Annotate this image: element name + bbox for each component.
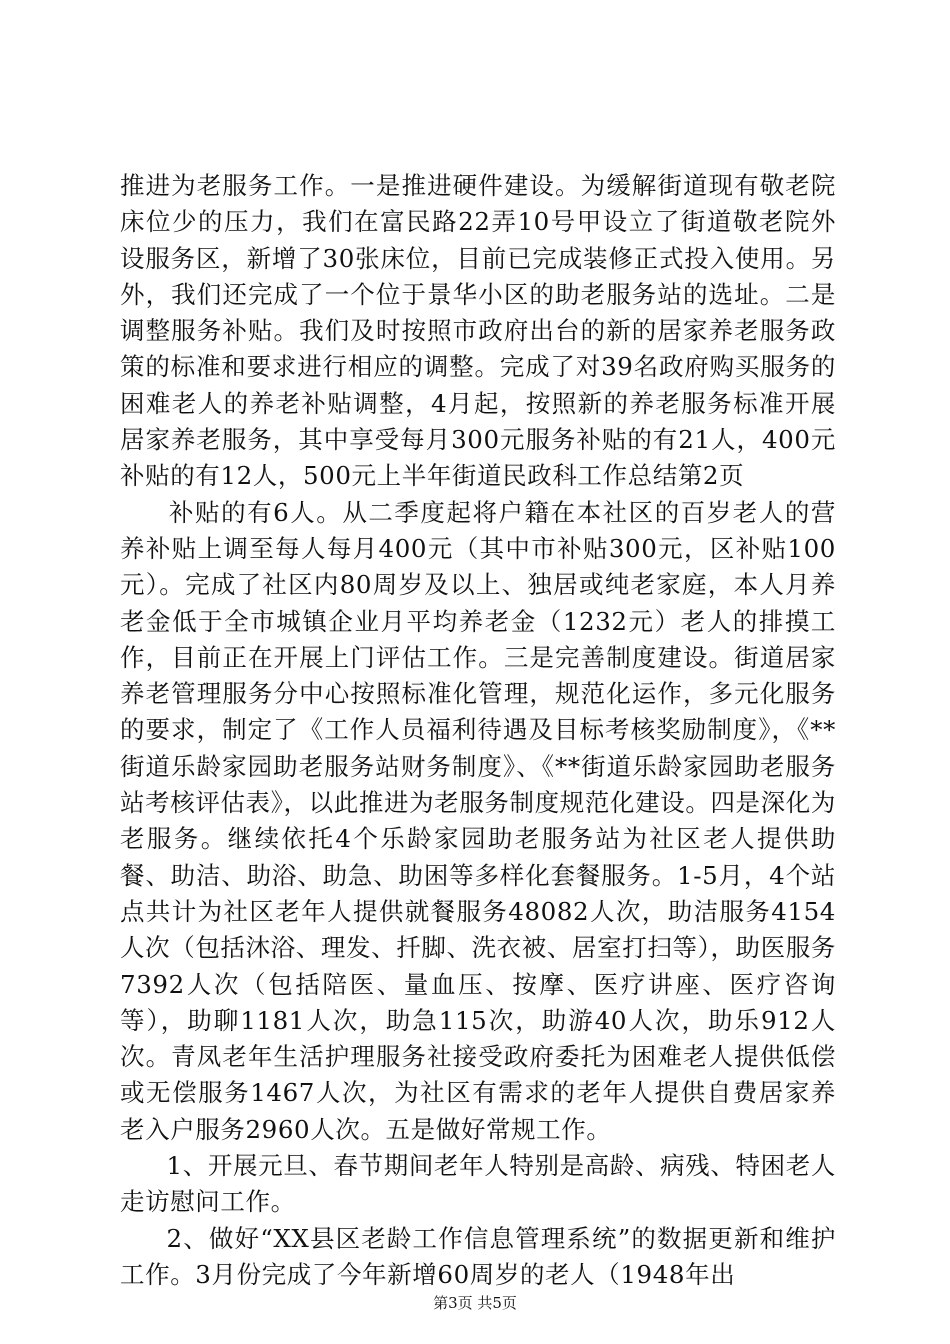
document-body bbox=[120, 168, 836, 1293]
paragraph-4: 2、做好“XX县区老龄工作信息管理系统”的数据更新和维护工作。3月份完成了今年新增60周岁的老人（1948年出 bbox=[120, 1223, 836, 1289]
paragraph-1: 推进为老服务工作。一是推进硬件建设。为缓解街道现有敬老院床位少的压力，我们在富民路22弄10号甲设立了街道敬老院外设服务区，新增了30张床位，目前已完成装修正式投入使用。另外，我们还完成了一个位于景华小区的助老服务站的选址。二是调整服务补贴。我们及时按照市政府出台的新的居家养老服务政策的标准和要求进行相应的调整。完成了对39名政府购买服务的困难老人的养老补贴调整，4月起，按照新的养老服务标准开展居家养老服务，其中享受每月300元服务补贴的有21人，400元补贴的有12人，500元上半年街道民政科工作总结第2页 bbox=[120, 171, 836, 491]
page-footer: 第3页 共5页 bbox=[433, 1294, 517, 1312]
paragraph-2: 补贴的有6人。从二季度起将户籍在本社区的百岁老人的营养补贴上调至每人每月400元（其中市补贴300元，区补贴100元）。完成了社区内80周岁及以上、独居或纯老家庭，本人月养老金低于全市城镇企业月平均养老金（1232元）老人的排摸工作，目前正在开展上门评估工作。三是完善制度建设。街道居家养老管理服务分中心按照标准化管理，规范化运作，多元化服务的要求，制定了《工作人员福利待遇及目标考核奖励制度》，《**街道乐龄家园助老服务站财务制度》、《**街道乐龄家园助老服务站考核评估表》，以此推进为老服务制度规范化建设。四是深化为老服务。继续依托4个乐龄家园助老服务站为社区老人提供助餐、助洁、助浴、助急、助困等多样化套餐服务。1-5月，4个站点共计为社区老年人提供就餐服务48082人次，助洁服务4154人次（包括沐浴、理发、扦脚、洗衣被、居室打扫等），助医服务7392人次（包括陪医、量血压、按摩、医疗讲座、医疗咨询等），助聊1181人次，助急115次，助游40人次，助乐912人次。青凤老年生活护理服务社接受政府委托为困难老人提供低偿或无偿服务1467人次，为社区有需求的老年人提供自费居家养老入户服务2960人次。五是做好常规工作。 bbox=[120, 497, 836, 1144]
paragraph-3: 1、开展元旦、春节期间老年人特别是高龄、病残、特困老人走访慰问工作。 bbox=[120, 1151, 836, 1217]
